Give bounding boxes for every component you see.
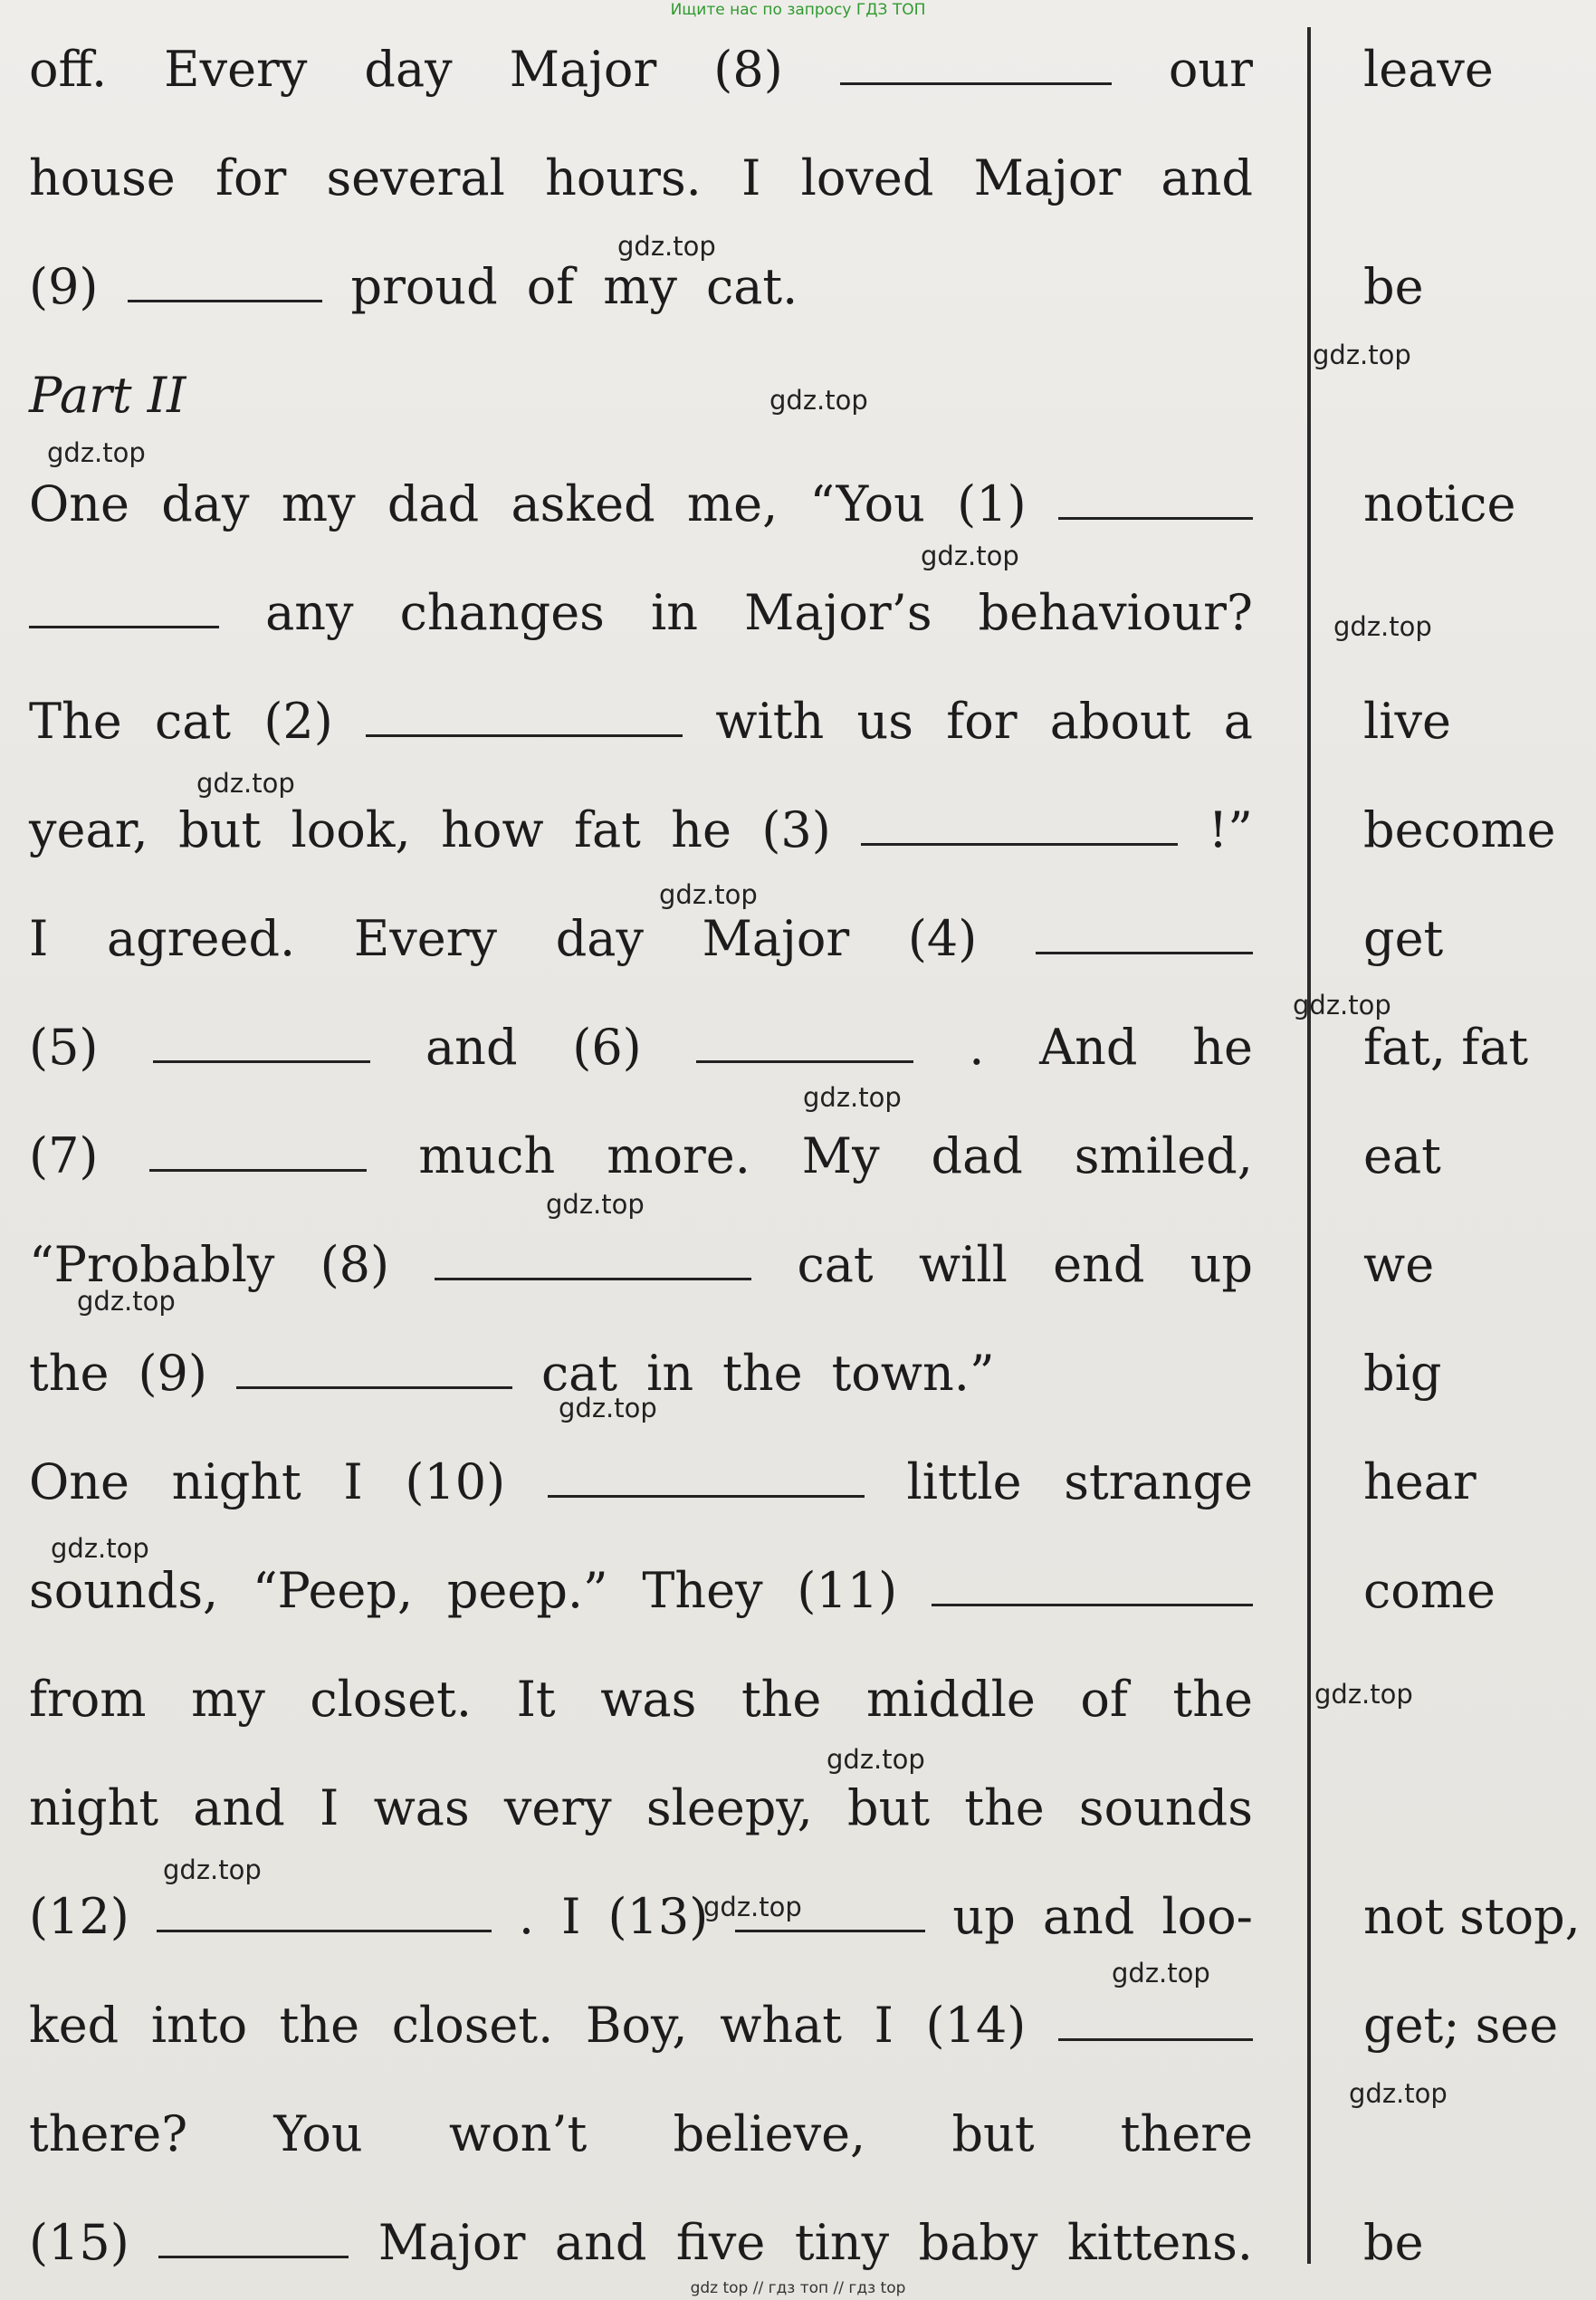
- prompt-word: leave: [1363, 41, 1494, 98]
- answer-blank[interactable]: [1036, 914, 1253, 954]
- word: my: [603, 258, 677, 315]
- answer-blank[interactable]: [1058, 479, 1253, 520]
- word: cat: [797, 1236, 874, 1293]
- text-line: [29, 138, 1253, 219]
- word: agreed.: [106, 910, 296, 967]
- word: Major’s: [744, 584, 932, 641]
- word: .: [969, 1019, 985, 1076]
- word: loved: [800, 149, 934, 206]
- text-line: [29, 1659, 1253, 1740]
- word: sounds: [1078, 1779, 1253, 1836]
- word: (13): [607, 1888, 709, 1945]
- prompt-word: get; see: [1363, 1997, 1559, 2054]
- word: very: [503, 1779, 612, 1836]
- text-line: [29, 790, 1253, 871]
- prompt-word: notice: [1363, 475, 1516, 532]
- word: what: [720, 1997, 843, 2054]
- word: “You: [809, 475, 925, 532]
- watermark: gdz.top: [1112, 1958, 1210, 1989]
- answer-blank[interactable]: [548, 1457, 865, 1498]
- word: You: [273, 2105, 363, 2162]
- prompt-word: eat: [1363, 1127, 1441, 1184]
- word: (9): [29, 258, 99, 315]
- word: and: [554, 2214, 647, 2271]
- watermark: gdz.top: [196, 768, 295, 799]
- word: day: [364, 41, 453, 98]
- word: and: [425, 1019, 518, 1076]
- word: (14): [925, 1997, 1027, 2054]
- word: the: [964, 1779, 1045, 1836]
- word: dad: [387, 475, 480, 532]
- word: (3): [761, 801, 831, 858]
- answer-blank[interactable]: [236, 1348, 512, 1389]
- word: and: [1161, 149, 1253, 206]
- text-line: [29, 898, 1253, 980]
- answer-blank[interactable]: [149, 1131, 367, 1172]
- word: (9): [138, 1345, 207, 1402]
- watermark: gdz.top: [769, 385, 868, 416]
- word: day: [161, 475, 250, 532]
- word: will: [918, 1236, 1008, 1293]
- word: (2): [263, 693, 333, 750]
- prompt-word: live: [1363, 693, 1452, 750]
- word: Major: [377, 2214, 526, 2271]
- word: (12): [29, 1888, 129, 1945]
- word: look,: [291, 801, 411, 858]
- answer-blank[interactable]: [861, 805, 1178, 846]
- text-line: [29, 1550, 1253, 1632]
- word: (7): [29, 1127, 99, 1184]
- word: day: [555, 910, 644, 967]
- word: (8): [713, 41, 783, 98]
- word: sleepy,: [645, 1779, 813, 1836]
- word: cat: [540, 1345, 618, 1402]
- word: kittens.: [1066, 2214, 1253, 2271]
- prompt-word: come: [1363, 1562, 1496, 1619]
- word: house: [29, 149, 176, 206]
- text-line: [29, 1007, 1253, 1088]
- word: “Peep,: [252, 1562, 414, 1619]
- word: Major: [702, 910, 850, 967]
- answer-blank[interactable]: [157, 1892, 492, 1932]
- word: peep.”: [446, 1562, 608, 1619]
- word: night: [171, 1453, 301, 1510]
- word: baby: [918, 2214, 1038, 2271]
- answer-blank[interactable]: [128, 262, 322, 302]
- prompt-word: not stop,: [1363, 1888, 1581, 1945]
- word: the: [741, 1671, 822, 1728]
- answer-blank[interactable]: [435, 1240, 751, 1280]
- word: won’t: [448, 2105, 588, 2162]
- word: I: [343, 1453, 363, 1510]
- answer-blank[interactable]: [158, 2218, 349, 2258]
- word: cat: [154, 693, 232, 750]
- word: ked: [29, 1997, 119, 2054]
- watermark: gdz.top: [559, 1393, 657, 1423]
- watermark: gdz.top: [546, 1189, 645, 1220]
- word: there?: [29, 2105, 188, 2162]
- word: our: [1168, 41, 1253, 98]
- word: (15): [29, 2214, 129, 2271]
- watermark: gdz.top: [1314, 1679, 1413, 1710]
- word: hours.: [545, 149, 702, 206]
- watermark: gdz.top: [827, 1744, 925, 1775]
- prompt-word: be: [1363, 258, 1424, 315]
- word: was: [373, 1779, 470, 1836]
- word: about: [1049, 693, 1191, 750]
- prompt-word: we: [1363, 1236, 1435, 1293]
- word: (10): [405, 1453, 506, 1510]
- word: dad: [931, 1127, 1023, 1184]
- word: (6): [572, 1019, 642, 1076]
- watermark: gdz.top: [1293, 990, 1391, 1021]
- word: closet.: [391, 1997, 554, 2054]
- word: “Probably: [29, 1236, 275, 1293]
- word: from: [29, 1671, 147, 1728]
- word: a: [1223, 693, 1253, 750]
- word: the: [722, 1345, 803, 1402]
- word: several: [326, 149, 505, 206]
- word: Boy,: [585, 1997, 688, 2054]
- word: strange: [1064, 1453, 1253, 1510]
- word: off.: [29, 41, 108, 98]
- word: but: [847, 1779, 931, 1836]
- word: how: [441, 801, 544, 858]
- answer-blank[interactable]: [840, 44, 1112, 85]
- word: The: [29, 693, 122, 750]
- word: And: [1039, 1019, 1138, 1076]
- word: (4): [907, 910, 978, 967]
- word: more.: [607, 1127, 750, 1184]
- text-line: [29, 1224, 1253, 1306]
- prompt-word: hear: [1363, 1453, 1477, 1510]
- text-line: [29, 2202, 1253, 2284]
- word: night: [29, 1779, 159, 1836]
- prompt-word: be: [1363, 2214, 1424, 2271]
- watermark: gdz.top: [163, 1854, 262, 1885]
- word: any: [265, 584, 354, 641]
- word: but: [178, 801, 262, 858]
- word: I: [29, 910, 49, 967]
- word: Major: [509, 41, 657, 98]
- word: us: [856, 693, 913, 750]
- answer-blank[interactable]: [1058, 2000, 1253, 2041]
- answer-blank[interactable]: [932, 1566, 1253, 1606]
- answer-blank[interactable]: [29, 588, 219, 628]
- word: They: [642, 1562, 763, 1619]
- answer-blank[interactable]: [153, 1022, 370, 1063]
- word: five: [675, 2214, 766, 2271]
- word: in: [650, 584, 699, 641]
- watermark: gdz.top: [47, 437, 146, 468]
- text-line: [29, 1442, 1253, 1523]
- word: Every: [353, 910, 498, 967]
- word: behaviour?: [978, 584, 1253, 641]
- word: My: [801, 1127, 880, 1184]
- word: little: [906, 1453, 1022, 1510]
- watermark: gdz.top: [77, 1286, 176, 1317]
- text-line: [29, 1768, 1253, 1849]
- word: the: [1172, 1671, 1253, 1728]
- word: me,: [686, 475, 779, 532]
- answer-blank[interactable]: [366, 696, 683, 737]
- word: my: [281, 475, 356, 532]
- word: of: [1080, 1671, 1128, 1728]
- word: One: [29, 1453, 130, 1510]
- word: my: [191, 1671, 265, 1728]
- text-line: [29, 681, 1253, 762]
- word: the: [279, 1997, 360, 2054]
- text-line: [29, 572, 1253, 654]
- text-line: [29, 2094, 1253, 2175]
- prompt-word: become: [1363, 801, 1556, 858]
- word: believe,: [673, 2105, 866, 2162]
- word: fat: [573, 801, 641, 858]
- top-banner: Ищите нас по запросу ГДЗ ТОП: [670, 1, 926, 19]
- answer-blank[interactable]: [696, 1022, 913, 1063]
- word: end: [1053, 1236, 1145, 1293]
- watermark: gdz.top: [1313, 340, 1411, 370]
- bottom-banner: gdz top // гдз топ // гдз top: [690, 2279, 906, 2297]
- prompt-word: get: [1363, 910, 1444, 967]
- word: I: [320, 1779, 339, 1836]
- prompt-word: fat, fat: [1363, 1019, 1529, 1076]
- word: !”: [1208, 801, 1253, 858]
- text-line: [29, 1116, 1253, 1197]
- word: middle: [865, 1671, 1036, 1728]
- text-line: [29, 355, 1253, 436]
- word: he: [1192, 1019, 1253, 1076]
- word: town.”: [831, 1345, 995, 1402]
- word: up: [1190, 1236, 1253, 1293]
- word: and: [193, 1779, 285, 1836]
- watermark: gdz.top: [51, 1533, 149, 1564]
- watermark: gdz.top: [617, 231, 716, 262]
- word: (11): [797, 1562, 898, 1619]
- word: into: [150, 1997, 248, 2054]
- word: sounds,: [29, 1562, 219, 1619]
- word: proud: [350, 258, 498, 315]
- word: .: [518, 1888, 535, 1945]
- word: of: [526, 258, 575, 315]
- watermark: gdz.top: [703, 1892, 802, 1922]
- watermark: gdz.top: [659, 879, 758, 910]
- watermark: gdz.top: [1333, 611, 1432, 642]
- word: and: [1042, 1888, 1135, 1945]
- watermark: gdz.top: [803, 1082, 902, 1113]
- word: smiled,: [1074, 1127, 1253, 1184]
- word: Major: [973, 149, 1122, 206]
- word: for: [946, 693, 1018, 750]
- text-line: [29, 1876, 1253, 1958]
- watermark: gdz.top: [1349, 2078, 1448, 2109]
- text-line: [29, 464, 1253, 545]
- word: with: [715, 693, 825, 750]
- word: he: [671, 801, 731, 858]
- word: tiny: [794, 2214, 890, 2271]
- word: loo-: [1161, 1888, 1253, 1945]
- section-heading: Part II: [29, 367, 186, 424]
- text-line: [29, 1985, 1253, 2066]
- word: much: [418, 1127, 556, 1184]
- word: there: [1120, 2105, 1253, 2162]
- word: I: [741, 149, 761, 206]
- column-divider: [1307, 27, 1311, 2264]
- word: for: [215, 149, 287, 206]
- word: One: [29, 475, 130, 532]
- word: up: [952, 1888, 1016, 1945]
- word: cat.: [705, 258, 798, 315]
- word: asked: [511, 475, 655, 532]
- word: It: [516, 1671, 556, 1728]
- word: was: [600, 1671, 697, 1728]
- word: I: [561, 1888, 581, 1945]
- prompt-word: big: [1363, 1345, 1442, 1402]
- word: year,: [29, 801, 148, 858]
- watermark: gdz.top: [921, 541, 1019, 571]
- word: Every: [164, 41, 308, 98]
- word: closet.: [310, 1671, 472, 1728]
- word: but: [951, 2105, 1035, 2162]
- word: I: [874, 1997, 894, 2054]
- word: (1): [957, 475, 1027, 532]
- word: (8): [320, 1236, 390, 1293]
- word: in: [646, 1345, 694, 1402]
- word: (5): [29, 1019, 99, 1076]
- word: changes: [399, 584, 605, 641]
- text-line: [29, 29, 1253, 110]
- word: the: [29, 1345, 110, 1402]
